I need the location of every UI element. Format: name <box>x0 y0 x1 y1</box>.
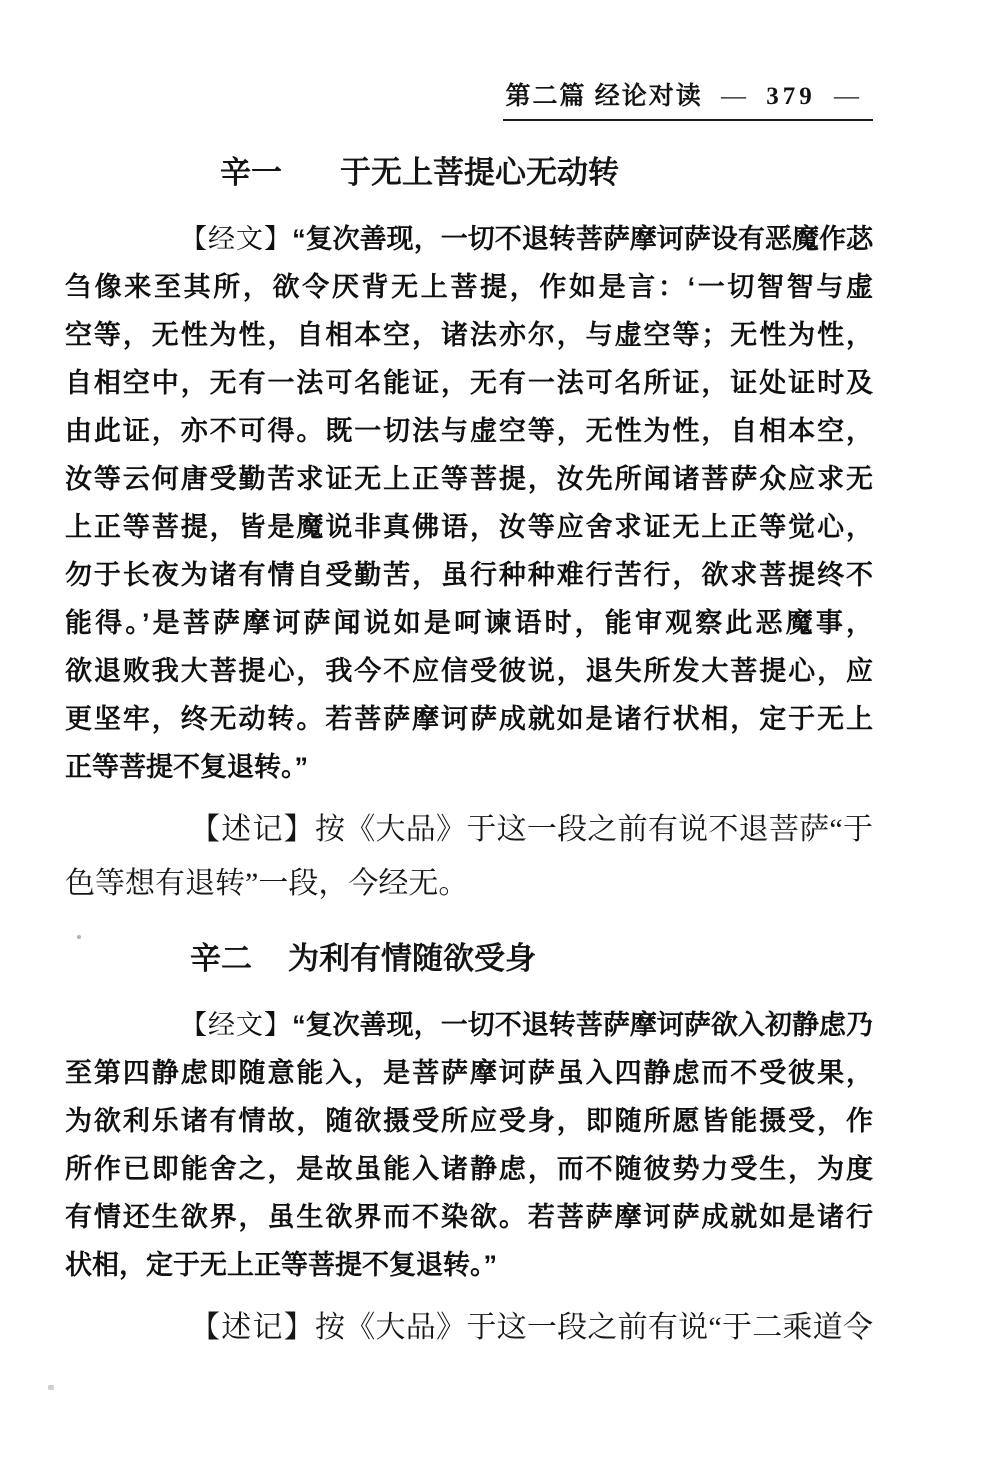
commentary-line <box>65 1301 873 1355</box>
sutra-text: “复次善现，一切不退转菩萨摩诃萨设有恶魔作苾 <box>292 224 873 254</box>
sutra-line: 所作已即能舍之，是故虽能入诸静虑，而不随彼势力受生，为度 <box>65 1154 873 1184</box>
sutra-line: 勿于长夜为诸有情自受勤苦，虽行种种难行苦行，欲求菩提终不 <box>65 560 873 590</box>
scan-speck <box>48 1385 54 1390</box>
heading-title: 于无上菩提心无动转 <box>340 155 619 190</box>
sutra-line: 能得。’是菩萨摩诃萨闻说如是呵谏语时，能审观察此恶魔事， <box>65 608 873 638</box>
sutra-line: 上正等菩提，皆是魔说非真佛语，汝等应舍求证无上正等觉心， <box>65 512 873 542</box>
sutra-paragraph-2 <box>65 1001 873 1289</box>
sutra-line: 状相，定于无上正等菩提不复退转。” <box>65 1250 497 1280</box>
page-number: 379 <box>766 83 816 110</box>
sutra-paragraph-1 <box>65 215 873 791</box>
sutra-line: 欲退败我大菩提心，我今不应信受彼说，退失所发大菩提心，应 <box>65 656 873 686</box>
sutra-line: 汝等云何唐受勤苦求证无上正等菩提，汝先所闻诸菩萨众应求无 <box>65 464 873 494</box>
sutra-line: 为欲利乐诸有情故，随欲摄受所应受身，即随所愿皆能摄受，作 <box>65 1106 873 1136</box>
sutra-line: 刍像来至其所，欲令厌背无上菩提，作如是言：‘一切智智与虚 <box>65 272 873 302</box>
page-content <box>65 0 873 1355</box>
commentary-text: 按《大品》于这一段之前有说不退菩萨“于 <box>315 813 873 846</box>
shuji-label: 【述记】 <box>190 1311 316 1344</box>
page-number-dash-left: — <box>721 83 748 110</box>
sutra-line: 有情还生欲界，虽生欲界而不染欲。若菩萨摩诃萨成就如是诸行 <box>65 1202 873 1232</box>
sutra-text: “复次善现，一切不退转菩萨摩诃萨欲入初静虑乃 <box>292 1010 873 1040</box>
section-heading-xin1 <box>65 151 873 195</box>
sutra-line: 空等，无性为性，自相本空，诸法亦尔，与虚空等；无性为性， <box>65 320 873 350</box>
chapter-title: 第二篇 经论对读 <box>505 83 703 110</box>
jingwen-label: 【经文】 <box>180 1010 293 1040</box>
commentary-line <box>65 803 873 857</box>
shuji-label: 【述记】 <box>190 813 316 846</box>
sutra-line <box>65 1001 873 1049</box>
scan-speck <box>77 935 81 939</box>
sutra-line: 正等菩提不复退转。” <box>65 752 308 782</box>
sutra-line: 至第四静虑即随意能入，是菩萨摩诃萨虽入四静虑而不受彼果， <box>65 1058 873 1088</box>
page-number-dash-right: — <box>834 83 861 110</box>
running-head <box>503 82 873 121</box>
sutra-line: 由此证，亦不可得。既一切法与虚空等，无性为性，自相本空， <box>65 416 873 446</box>
sutra-line: 自相空中，无有一法可名能证，无有一法可名所证，证处证时及 <box>65 368 873 398</box>
heading-number: 辛二 <box>190 941 252 976</box>
running-head-row <box>65 0 873 121</box>
heading-number: 辛一 <box>220 155 282 190</box>
commentary-text: 按《大品》于这一段之前有说“于二乘道令 <box>315 1311 873 1344</box>
commentary-paragraph-1 <box>65 803 873 911</box>
section-heading-xin2 <box>65 937 873 981</box>
commentary-line: 色等想有退转”一段，今经无。 <box>65 867 469 900</box>
commentary-paragraph-2 <box>65 1301 873 1355</box>
heading-title: 为利有情随欲受身 <box>288 941 536 976</box>
sutra-line <box>65 215 873 263</box>
jingwen-label: 【经文】 <box>180 224 293 254</box>
sutra-line: 更坚牢，终无动转。若菩萨摩诃萨成就如是诸行状相，定于无上 <box>65 704 873 734</box>
